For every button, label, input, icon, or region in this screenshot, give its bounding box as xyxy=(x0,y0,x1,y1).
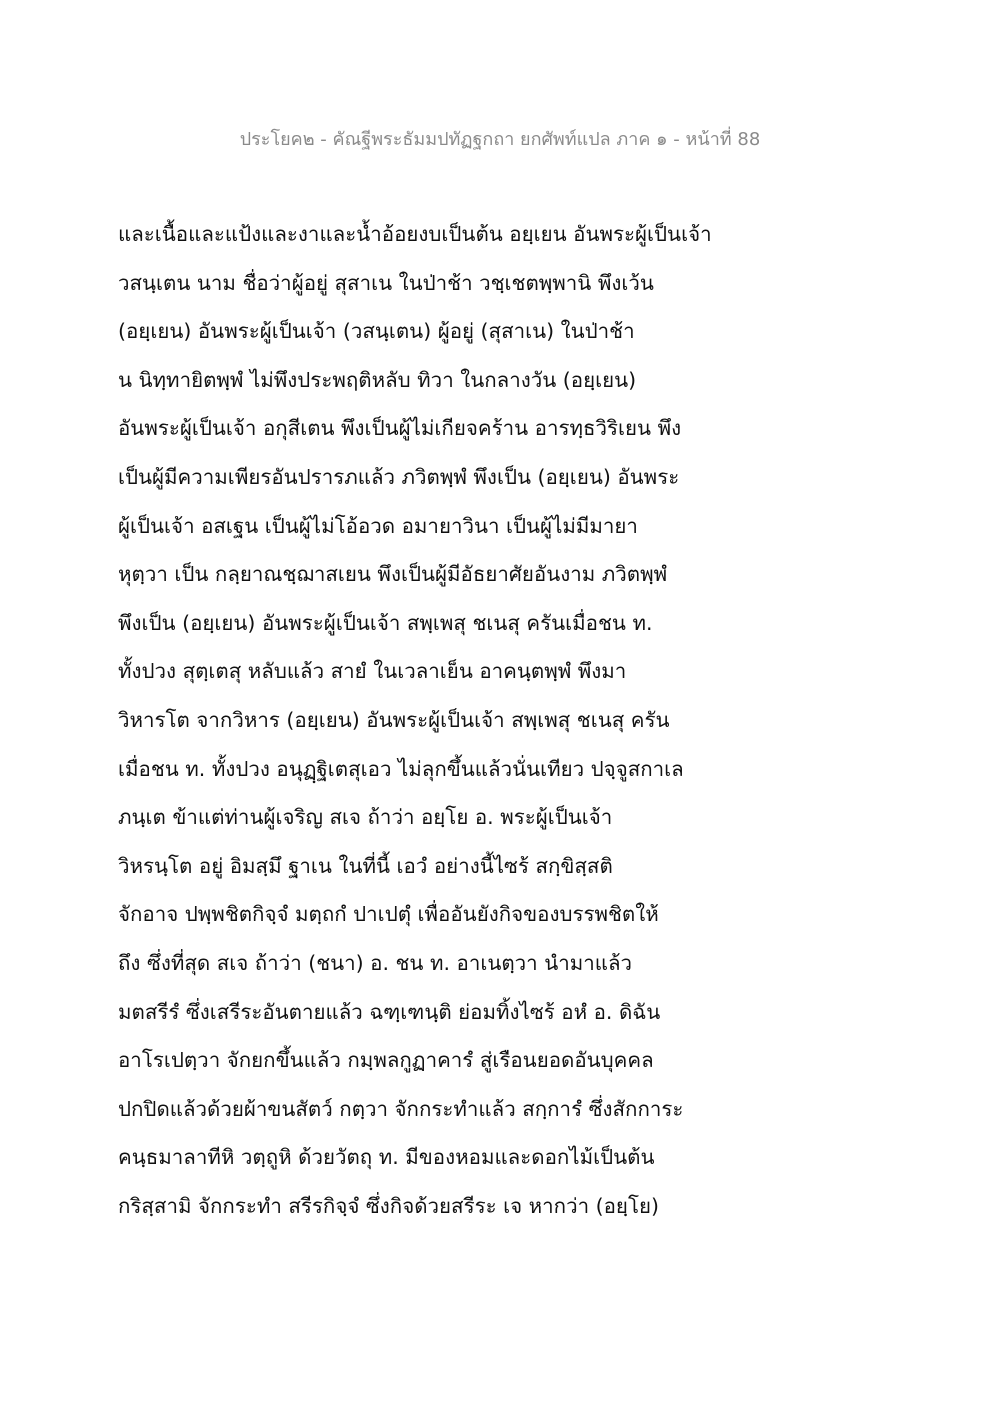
text-line: เป็นผู้มีความเพียรอันปรารภแล้ว ภวิตพฺพํ พึงเป็น (อยฺเยน) อันพระ xyxy=(118,464,680,489)
text-line: หุตฺวา เป็น กลฺยาณชฺฌาสเยน พึงเป็นผู้มีอัธยาศัยอันงาม ภวิตพฺพํ xyxy=(118,562,668,587)
text-line: วสนฺเตน นาม ชื่อว่าผู้อยู่ สุสาเน ในป่าช้า วชฺเชตพฺพานิ พึงเว้น xyxy=(118,270,654,295)
text-line: คนฺธมาลาทีหิ วตฺถูหิ ด้วยวัตถุ ท. มีของหอมและดอกไม้เป็นต้น xyxy=(118,1145,655,1170)
text-line: พึงเป็น (อยฺเยน) อันพระผู้เป็นเจ้า สพฺเพสุ ชเนสุ ครันเมื่อชน ท. xyxy=(118,610,653,635)
text-line: วิหรนฺโต อยู่ อิมสฺมึ ฐาเน ในที่นี้ เอวํ อย่างนี้ไซร้ สกฺขิสฺสติ xyxy=(118,853,613,878)
text-line: มตสรีรํ ซึ่งเสรีระอันตายแล้ว ฉฑฺเฑนฺติ ย่อมทิ้งไซร้ อหํ อ. ดิฉัน xyxy=(118,999,661,1024)
text-line: อาโรเปตฺวา จักยกขึ้นแล้ว กมฺพลกูฏาคารํ สู่เรือนยอดอันบุคคล xyxy=(118,1048,654,1073)
text-line: ถึง ซึ่งที่สุด สเจ ถ้าว่า (ชนา) อ. ชน ท. อาเนตฺวา นำมาแล้ว xyxy=(118,950,633,975)
body-text xyxy=(118,210,918,1230)
text-line: เมื่อชน ท. ทั้งปวง อนุฏฺฐิเตสุเอว ไม่ลุกขึ้นแล้วนั่นเทียว ปจฺจูสกาเล xyxy=(118,756,684,781)
text-line: วิหารโต จากวิหาร (อยฺเยน) อันพระผู้เป็นเจ้า สพฺเพสุ ชเนสุ ครัน xyxy=(118,707,670,732)
text-line: อันพระผู้เป็นเจ้า อกุสีเตน พึงเป็นผู้ไม่เกียจคร้าน อารทฺธวิริเยน พึง xyxy=(118,416,682,441)
text-line: ผู้เป็นเจ้า อสเฐน เป็นผู้ไม่โอ้อวด อมายาวินา เป็นผู้ไม่มีมายา xyxy=(118,513,638,538)
text-line: น นิทฺทายิตพฺพํ ไม่พึงประพฤติหลับ ทิวา ในกลางวัน (อยฺเยน) xyxy=(118,367,637,392)
text-line: และเนื้อและแป้งและงาและน้ำอ้อยงบเป็นต้น อยฺเยน อันพระผู้เป็นเจ้า xyxy=(118,222,712,246)
text-line: กริสฺสามิ จักกระทำ สรีรกิจฺจํ ซึ่งกิจด้วยสรีระ เจ หากว่า (อยฺโย) xyxy=(118,1193,659,1218)
text-line: จักอาจ ปพฺพชิตกิจฺจํ มตฺถกํ ปาเปตุํ เพื่ออันยังกิจของบรรพชิตให้ xyxy=(118,902,659,927)
text-line: ทั้งปวง สุตฺเตสุ หลับแล้ว สายํ ในเวลาเย็น อาคนฺตพฺพํ พึงมา xyxy=(118,659,627,684)
text-line: (อยฺเยน) อันพระผู้เป็นเจ้า (วสนฺเตน) ผู้อยู่ (สุสาเน) ในป่าช้า xyxy=(118,319,635,344)
text-line: ภนฺเต ข้าแต่ท่านผู้เจริญ สเจ ถ้าว่า อยฺโย อ. พระผู้เป็นเจ้า xyxy=(118,805,613,830)
text-line: ปกปิดแล้วด้วยผ้าขนสัตว์ กตฺวา จักกระทำแล้ว สกฺการํ ซึ่งสักการะ xyxy=(118,1096,684,1121)
page-header: ประโยค๒ - คัณฐีพระธัมมปทัฏฐกถา ยกศัพท์แปล ภาค ๑ - หน้าที่ 88 xyxy=(239,129,761,150)
